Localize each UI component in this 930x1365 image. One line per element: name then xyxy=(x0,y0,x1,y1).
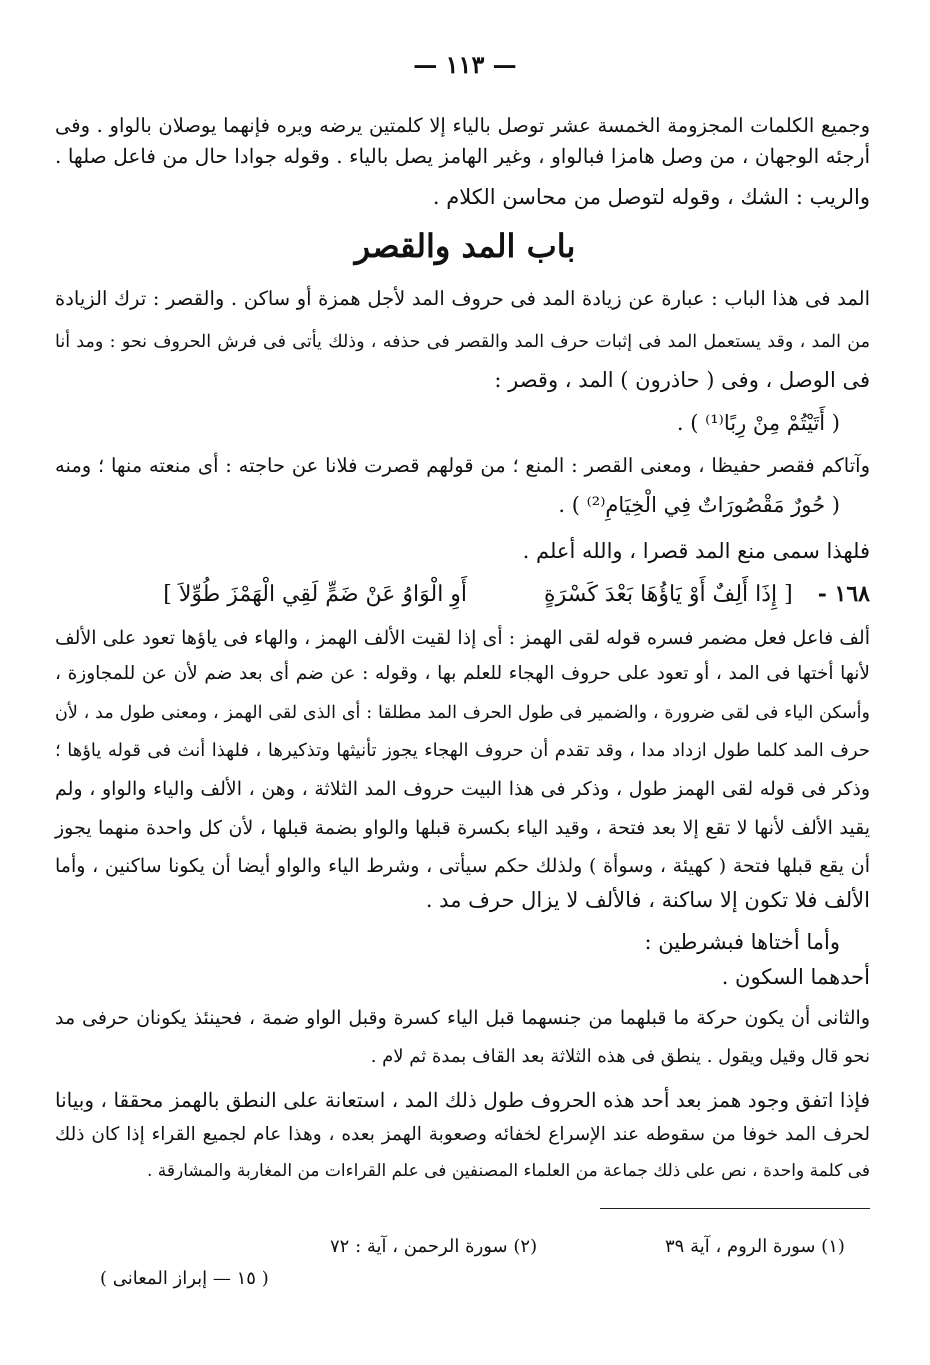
text-line: فى الوصل ، وفى ( حاذرون ) المد ، وقصر : xyxy=(494,368,870,392)
verse-number: ١٦٨ - xyxy=(817,581,870,607)
text-line: والريب : الشك ، وقوله لتوصل من محاسن الكلام . xyxy=(432,185,870,209)
text-line: المد فى هذا الباب : عبارة عن زيادة المد فى حروف المد لأجل همزة أو ساكن . والقصر : ترك الزيادة xyxy=(55,287,870,310)
text-line: والثانى أن يكون حركة ما قبلهما من جنسهما قبل الياء كسرة وقبل الواو ضمة ، فحينئذ يكونان حرفى مد xyxy=(55,1007,870,1029)
verse-hemistich-1: [ إِذَا أَلِفٌ أَوْ يَاؤُهَا بَعْدَ كَسْرَةٍ xyxy=(544,582,793,607)
text-line: نحو قال وقيل ويقول . ينطق فى هذه الثلاثة بعد القاف بمدة ثم لام . xyxy=(370,1046,870,1067)
text-line: وأما أختاها فبشرطين : xyxy=(644,930,840,954)
text-line: وذكر فى قوله لقى الهمز طول ، وذكر فى هذا البيت حروف المد الثلاثة ، وهن ، الألف والياء والواو ، ولم xyxy=(55,778,870,800)
poem-verse xyxy=(160,577,870,612)
text-line: فى كلمة واحدة ، نص على ذلك جماعة من العلماء المصنفين فى علم القراءات من المغاربة والمشارقة . xyxy=(146,1161,870,1181)
quran-quote: ( حُورٌ مَقْصُورَاتٌ فِي الْخِيَامِ⁽²⁾ ) . xyxy=(558,493,840,517)
footnote-1: (١) سورة الروم ، آية ٣٩ xyxy=(665,1236,845,1257)
text-line: من المد ، وقد يستعمل المد فى إثبات حرف المد والقصر فى حذفه ، وذلك يأتى فى فرش الحروف نحو : ومد أنا xyxy=(55,332,870,352)
quran-quote: ( أَتَيْتُمْ مِنْ رِبًا⁽¹⁾ ) . xyxy=(676,411,840,435)
signature-line: ( ١٥ — إبراز المعانى ) xyxy=(100,1268,269,1289)
text-line: أن يقع قبلها فتحة ( كهيئة ، وسوأة ) ولذلك حكم سيأتى ، وشرط الياء والواو أيضا أن يكونا ساكنين ، وأما xyxy=(55,855,870,877)
text-line: لأنها أختها فى المد ، أو تعود على حروف الهجاء للعلم بها ، وقوله : عن ضم أى بعد ضم لأن عن للمجاوزة ، xyxy=(55,663,870,684)
verse-hemistich-2: أَوِ الْوَاوُ عَنْ ضَمٍّ لَقِي الْهَمْزَ طُوِّلاَ ] xyxy=(163,582,468,607)
text-line: يقيد الألف لأنها لا تقع إلا بعد فتحة ، وقيد الياء بكسرة قبلها والواو بضمة قبلها ، لأن كل واحدة منهما يجوز xyxy=(55,817,870,839)
text-line: الألف فلا تكون إلا ساكنة ، فالألف لا يزال حرف مد . xyxy=(425,888,870,912)
text-line: وجميع الكلمات المجزومة الخمسة عشر توصل بالياء إلا كلمتين يرضه ويره فإنهما يوصلان بالواو . وفى xyxy=(55,114,870,137)
footnote-2: (٢) سورة الرحمن ، آية : ٧٢ xyxy=(330,1236,538,1257)
text-line: فلهذا سمى منع المد قصرا ، والله أعلم . xyxy=(522,539,870,563)
footnote-divider xyxy=(600,1208,870,1209)
text-line: لحرف المد خوفا من سقوطه عند الإسراع لخفائه وصعوبة الهمز بعده ، وهذا عام لجميع القراء إذا كان ذلك xyxy=(55,1124,870,1145)
text-line: وآتاكم فقصر حفيظا ، ومعنى القصر : المنع ؛ من قولهم قصرت فلانا عن حاجته : أى منعته منها ؛ ومنه xyxy=(55,454,870,477)
page-number: — ١١٣ — xyxy=(413,50,517,79)
section-heading: باب المد والقصر xyxy=(354,227,576,265)
text-line: فإذا اتفق وجود همز بعد أحد هذه الحروف طول ذلك المد ، استعانة على النطق بالهمز محققا ، وبيانا xyxy=(55,1088,870,1112)
text-line: أحدهما السكون . xyxy=(721,965,870,989)
text-line: وأسكن الياء فى لقى ضرورة ، والضمير فى طول الحرف المد مطلقا : أى الذى لقى الهمز ، ومعنى طول مد ، لأن xyxy=(55,703,870,723)
text-line: أرجئه الوجهان ، من وصل هامزا فبالواو ، وغير الهامز يصل بالياء . وقوله جوادا حال من فاعل صلها . xyxy=(55,144,870,168)
text-line: ألف فاعل فعل مضمر فسره قوله لقى الهمز : أى إذا لقيت الألف الهمز ، والهاء فى ياؤها تعود على الألف xyxy=(55,627,870,649)
text-line: حرف المد كلما طول ازداد مدا ، وقد تقدم أن حروف الهجاء يجوز تأنيثها وتذكيرها ، فلهذا أنث فى قوله ياؤها ؛ xyxy=(55,740,870,761)
